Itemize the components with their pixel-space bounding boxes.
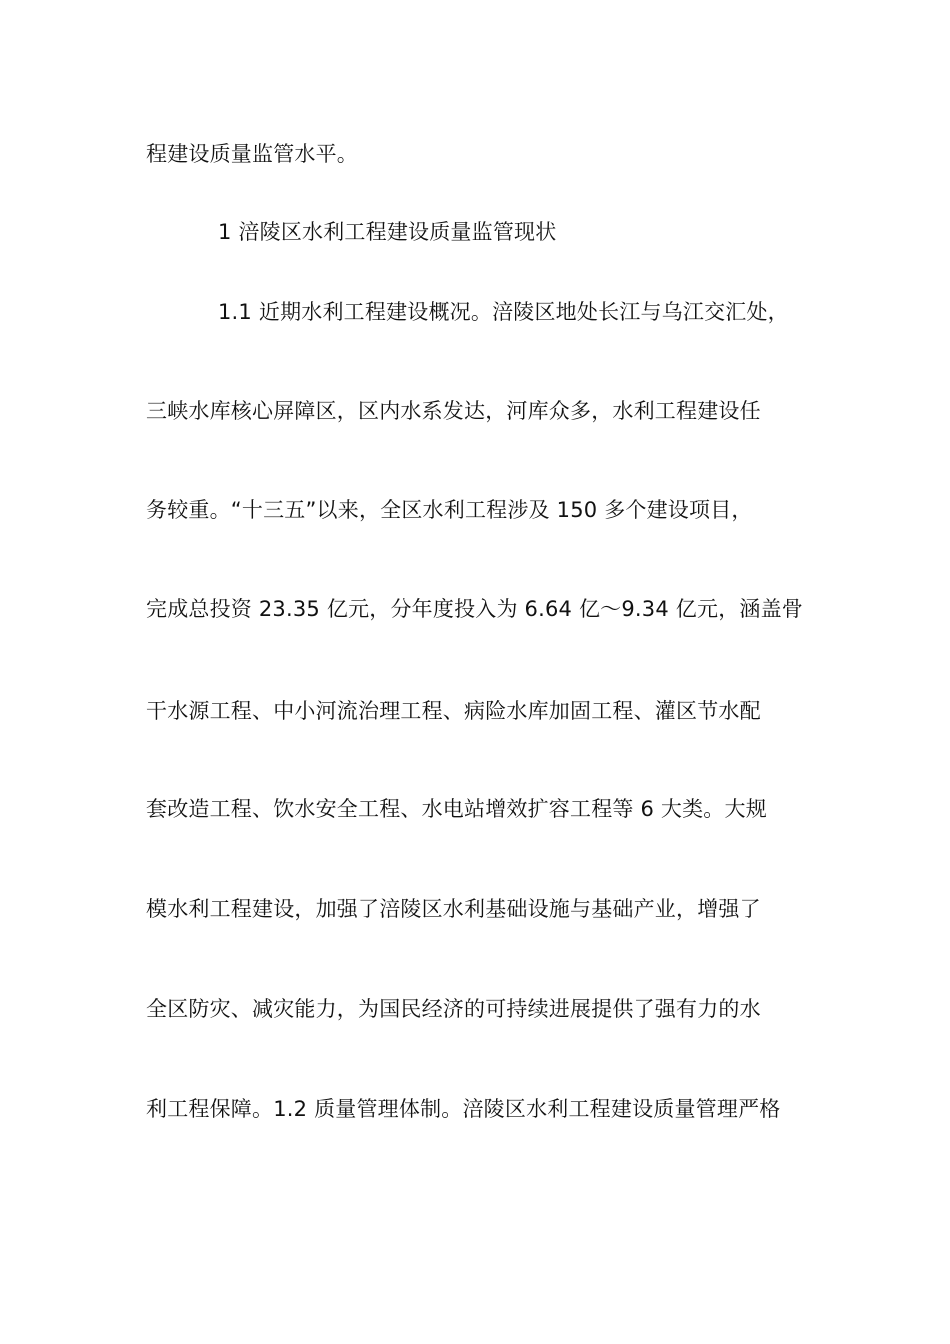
text-line: 模水利工程建设，加强了涪陵区水利基础设施与基础产业，增强了 xyxy=(146,897,761,921)
text-line: 套改造工程、饮水安全工程、水电站增效扩容工程等 6 大类。大规 xyxy=(146,797,767,821)
text-line: 利工程保障。1.2 质量管理体制。涪陵区水利工程建设质量管理严格 xyxy=(146,1097,781,1121)
text-line: 务较重。“十三五”以来，全区水利工程涉及 150 多个建设项目， xyxy=(146,498,753,522)
section-heading: 1 涪陵区水利工程建设质量监管现状 xyxy=(218,220,557,244)
text-line: 干水源工程、中小河流治理工程、病险水库加固工程、灌区节水配 xyxy=(146,699,761,723)
text-line: 程建设质量监管水平。 xyxy=(146,142,358,166)
text-line: 1.1 近期水利工程建设概况。涪陵区地处长江与乌江交汇处， xyxy=(218,300,789,324)
text-line: 三峡水库核心屏障区，区内水系发达，河库众多，水利工程建设任 xyxy=(146,399,761,423)
text-line: 完成总投资 23.35 亿元，分年度投入为 6.64 亿～9.34 亿元，涵盖骨 xyxy=(146,597,804,621)
text-line: 全区防灾、减灾能力，为国民经济的可持续进展提供了强有力的水 xyxy=(146,997,761,1021)
